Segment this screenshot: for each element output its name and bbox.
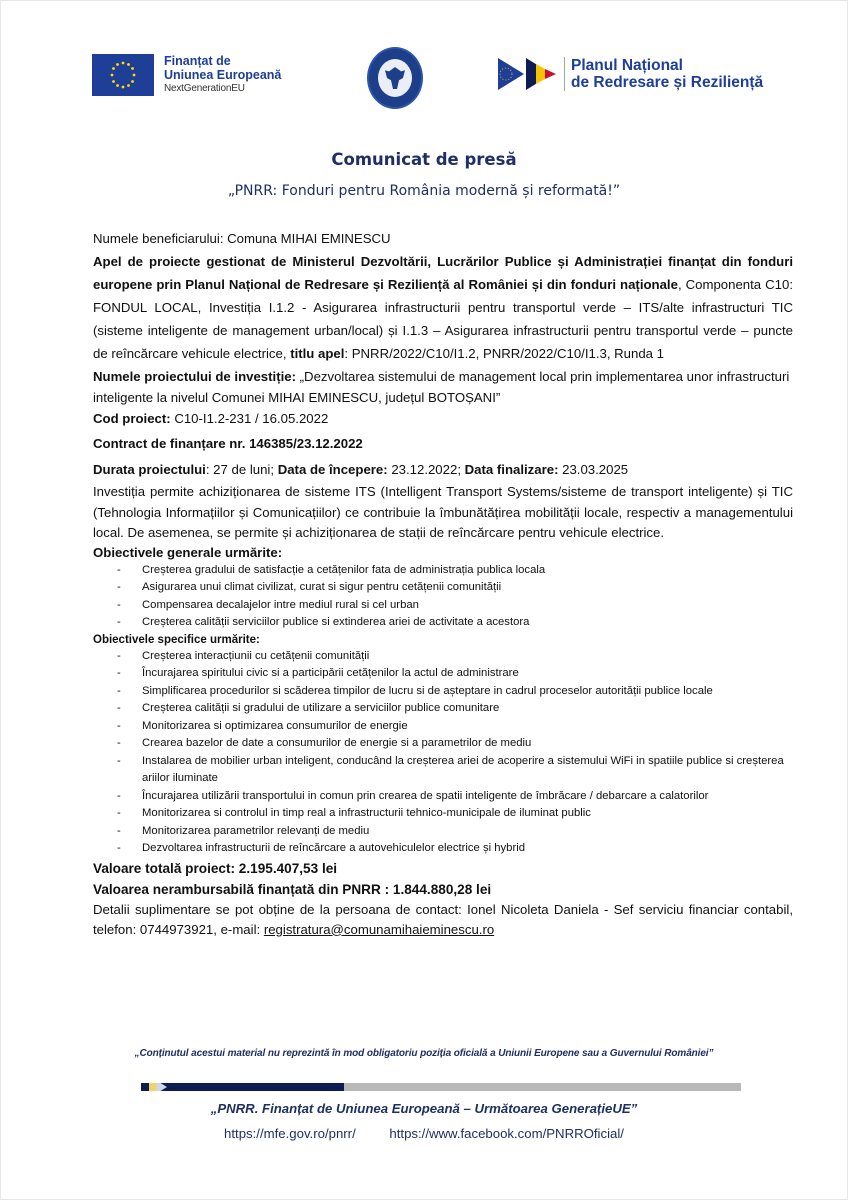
footer-slogan: „PNRR. Finanțat de Uniunea Europeană – Următoarea GenerațieUE” (210, 1101, 638, 1116)
description-paragraph: Investiția permite achiziționarea de sisteme ITS (Intelligent Transport Systems/sisteme de transport inteligente) și TIC (Tehnologia Informațiilor și Comunicațiilor) ce contribuie la îmbunătățirea mobilității locale, respectiv a managementului local. De asemenea, se permite și achiziționarea de stații de reîncărcare pentru vehicule electrice. (93, 484, 793, 540)
call-paragraph (93, 250, 793, 365)
footer-links (0, 1126, 848, 1141)
facebook-pnrr-link[interactable]: https://www.facebook.com/PNRROficial/ (389, 1126, 624, 1141)
list-item: - Creșterea interacțiunii cu cetățenii comunității (93, 648, 793, 666)
beneficiary-label: Numele beneficiarului: (93, 231, 228, 246)
list-item: - Monitorizarea si optimizarea consumurilor de energie (93, 718, 793, 736)
page-subtitle: „PNRR: Fonduri pentru România modernă și reformată!” (227, 183, 621, 199)
call-intro: Apel de proiecte gestionat de Ministerul Dezvoltării, Lucrărilor Publice și Administrației finanțat din fonduri europene prin Planul Național de Redresare și Reziliență al României și din fonduri naționale (93, 254, 793, 292)
eu-funding-logo (92, 54, 281, 96)
contract-value: 146385/23.12.2022 (249, 436, 363, 451)
project-name-label: Numele proiectului de investiție: (93, 369, 300, 384)
list-item: - Crearea bazelor de date a consumurilor de energie si a parametrilor de mediu (93, 735, 793, 753)
list-item: - Simplificarea procedurilor si scăderea timpilor de lucru si de așteptare in cadrul proceselor autorității publice locale (93, 683, 793, 701)
list-item: - Monitorizarea parametrilor relevanți de mediu (93, 823, 793, 841)
contact-email-link[interactable]: registratura@comunamihaieminescu.ro (263, 921, 495, 937)
project-name-line (93, 367, 793, 408)
contact-text: Detalii suplimentare se pot obține de la persoana de contact: Ionel Nicoleta Daniela - Sef serviciu financiar contabil, telefon: 0744973921, e-mail: (93, 901, 793, 937)
duration-value: : 27 de luni; (205, 462, 278, 477)
list-item: - Monitorizarea si controlul in timp real a infrastructurii tehnico-municipale de iluminat public (93, 805, 793, 823)
list-item: - Creșterea calității serviciilor publice si extinderea ariei de activitate a acestora (93, 614, 793, 632)
romanian-government-seal-icon (367, 47, 423, 109)
list-item: - Compensarea decalajelor intre mediul rural si cel urban (93, 597, 793, 615)
mfe-pnrr-link[interactable]: https://mfe.gov.ro/pnrr/ (224, 1126, 356, 1141)
beneficiary-line (93, 228, 793, 250)
eu-flag-icon (92, 54, 154, 96)
pnrr-logo-line2: de Redresare și Reziliență (571, 74, 764, 91)
call-details: , Componenta C10: FONDUL LOCAL, Investiția I.1.2 - Asigurarea infrastructurii pentru transportul verde – ITS/alte infrastructuri TIC (sisteme inteligente de management urban/local) și I.1.3 – Asigurarea infrastructurii pentru transportul verde – puncte de reîncărcare vehicule electrice, (93, 277, 793, 361)
specific-objectives-heading: Obiectivele specifice urmărite: (93, 633, 260, 646)
project-code-line (93, 408, 793, 430)
page-title: Comunicat de presă (331, 150, 517, 169)
beneficiary-value: Comuna MIHAI EMINESCU (227, 231, 391, 246)
duration-line (93, 459, 793, 481)
end-date-value: 23.03.2025 (562, 462, 629, 477)
start-date-label: Data de începere: (277, 462, 392, 477)
total-value: Valoare totală proiect: 2.195.407,53 lei (93, 860, 338, 876)
pnrr-logo (498, 57, 763, 91)
document-body (93, 228, 793, 940)
project-code-value: C10-I1.2-231 / 16.05.2022 (174, 411, 329, 426)
eu-logo-line3: NextGenerationEU (164, 83, 245, 94)
end-date-label: Data finalizare: (464, 462, 563, 477)
list-item: - Dezvoltarea infrastructurii de reîncărcare a autovehiculelor electrice și hybrid (93, 840, 793, 858)
list-item: - Creșterea gradului de satisfacție a cetățenilor fata de administrația publica locala (93, 562, 793, 580)
list-item: - Instalarea de mobilier urban inteligent, conducând la creșterea ariei de acoperire a sistemului WiFi in spatiile publice si creșterea ariilor iluminate (93, 753, 793, 788)
contract-line (93, 433, 793, 455)
duration-label: Durata proiectului (93, 462, 206, 477)
nonrefundable-value: Valoarea nerambursabilă finanțată din PNRR : 1.844.880,28 lei (93, 881, 492, 897)
specific-objectives-list (93, 648, 793, 858)
disclaimer: „Conținutul acestui material nu reprezintă în mod obligatoriu poziția oficială a Uniunii Europene sau a Guvernului României” (134, 1048, 714, 1059)
project-name-value: „Dezvoltarea sistemului de management local prin implementarea unor infrastructuri inteligente la nivelul Comunei MIHAI EMINESCU, județul BOTOȘANI” (93, 369, 790, 405)
list-item: - Încurajarea utilizării transportului in comun prin crearea de spatii inteligente de îmbrăcare / debarcare a calatorilor (93, 788, 793, 806)
eu-logo-line1: Finanțat de (164, 54, 231, 68)
list-item: - Încurajarea spiritului civic si a participării cetățenilor la actul de administrare (93, 665, 793, 683)
contract-label: Contract de finanțare nr. (93, 436, 250, 451)
pnrr-logo-line1: Planul Național (571, 57, 683, 74)
project-code-label: Cod proiect: (93, 411, 175, 426)
general-objectives-heading: Obiectivele generale urmărite: (93, 544, 283, 560)
contact-paragraph (93, 900, 793, 940)
start-date-value: 23.12.2022; (391, 462, 465, 477)
footer-bar (141, 1083, 741, 1091)
call-title-label: titlu apel (290, 346, 345, 361)
list-item: - Creșterea calității si gradului de utilizare a serviciilor publice comunitare (93, 700, 793, 718)
general-objectives-list (93, 562, 793, 632)
list-item: - Asigurarea unui climat civilizat, curat si sigur pentru cetățenii comunității (93, 579, 793, 597)
pnrr-arrows-icon (498, 58, 560, 90)
eu-logo-line2: Uniunea Europeană (164, 68, 282, 82)
call-title-value: : PNRR/2022/C10/I1.2, PNRR/2022/C10/I1.3, Runda 1 (344, 346, 665, 361)
